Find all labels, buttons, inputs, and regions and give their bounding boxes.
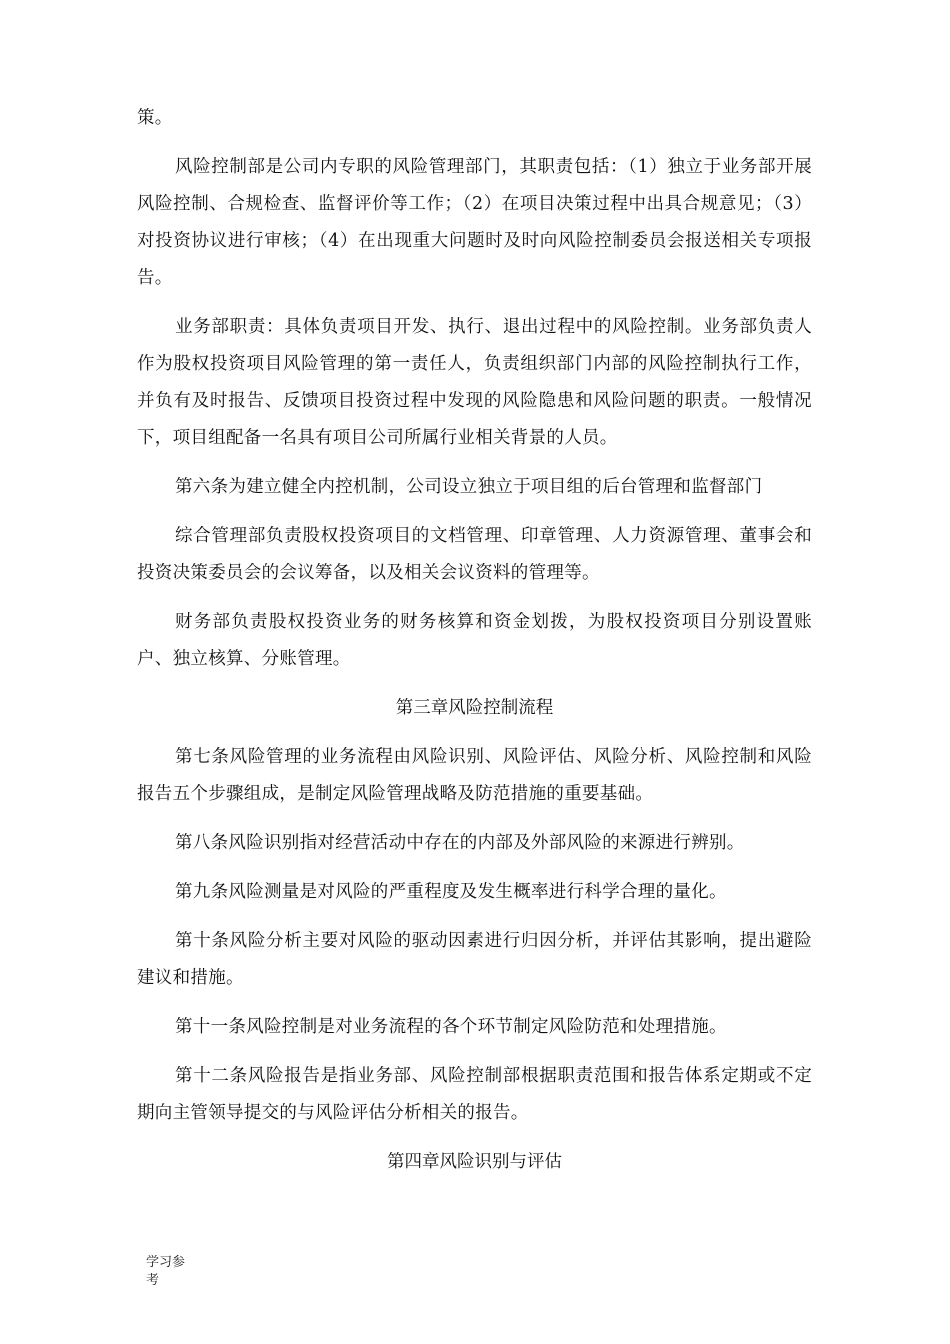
paragraph-continuation: 策。: [137, 108, 173, 128]
paragraph-article-7: 第七条风险管理的业务流程由风险识别、风险评估、风险分析、风险控制和风险报告五个步骤组成，是制定风险管理战略及防范措施的重要基础。: [137, 747, 812, 804]
paragraph-article-12: 第十二条风险报告是指业务部、风险控制部根据职责范围和报告体系定期或不定期向主管领导提交的与风险评估分析相关的报告。: [137, 1066, 812, 1123]
paragraph-article-10: 第十条风险分析主要对风险的驱动因素进行归因分析，并评估其影响，提出避险建议和措施。: [137, 931, 812, 988]
paragraph-risk-control-dept: 风险控制部是公司内专职的风险管理部门，其职责包括：（1）独立于业务部开展风险控制、合规检查、监督评价等工作；（2）在项目决策过程中出具合规意见；（3）对投资协议进行审核；（4）在出现重大问题时及时向风险控制委员会报送相关专项报告。: [137, 157, 812, 288]
paragraph-business-dept: 业务部职责：具体负责项目开发、执行、退出过程中的风险控制。业务部负责人作为股权投资项目风险管理的第一责任人，负责组织部门内部的风险控制执行工作，并负有及时报告、反馈项目投资过程中发现的风险隐患和风险问题的职责。一般情况下，项目组配备一名具有项目公司所属行业相关背景的人员。: [137, 317, 812, 448]
footer-line-1: 学习参: [146, 1255, 186, 1270]
document-body: [137, 100, 812, 1181]
page-footer: [146, 1254, 206, 1290]
paragraph-article-8: 第八条风险识别指对经营活动中存在的内部及外部风险的来源进行辨别。: [175, 833, 745, 853]
chapter-heading-3: 第三章风险控制流程: [395, 698, 554, 718]
chapter-heading-4: 第四章风险识别与评估: [387, 1152, 562, 1172]
paragraph-article-11: 第十一条风险控制是对业务流程的各个环节制定风险防范和处理措施。: [175, 1017, 727, 1037]
paragraph-finance-dept: 财务部负责股权投资业务的财务核算和资金划拨，为股权投资项目分别设置账户、独立核算、分账管理。: [137, 612, 812, 669]
footer-line-2: 考: [146, 1273, 160, 1288]
paragraph-article-9: 第九条风险测量是对风险的严重程度及发生概率进行科学合理的量化。: [175, 882, 727, 902]
paragraph-article-6: 第六条为建立健全内控机制，公司设立独立于项目组的后台管理和监督部门: [175, 477, 763, 497]
paragraph-admin-dept: 综合管理部负责股权投资项目的文档管理、印章管理、人力资源管理、董事会和投资决策委员会的会议筹备，以及相关会议资料的管理等。: [137, 526, 812, 583]
